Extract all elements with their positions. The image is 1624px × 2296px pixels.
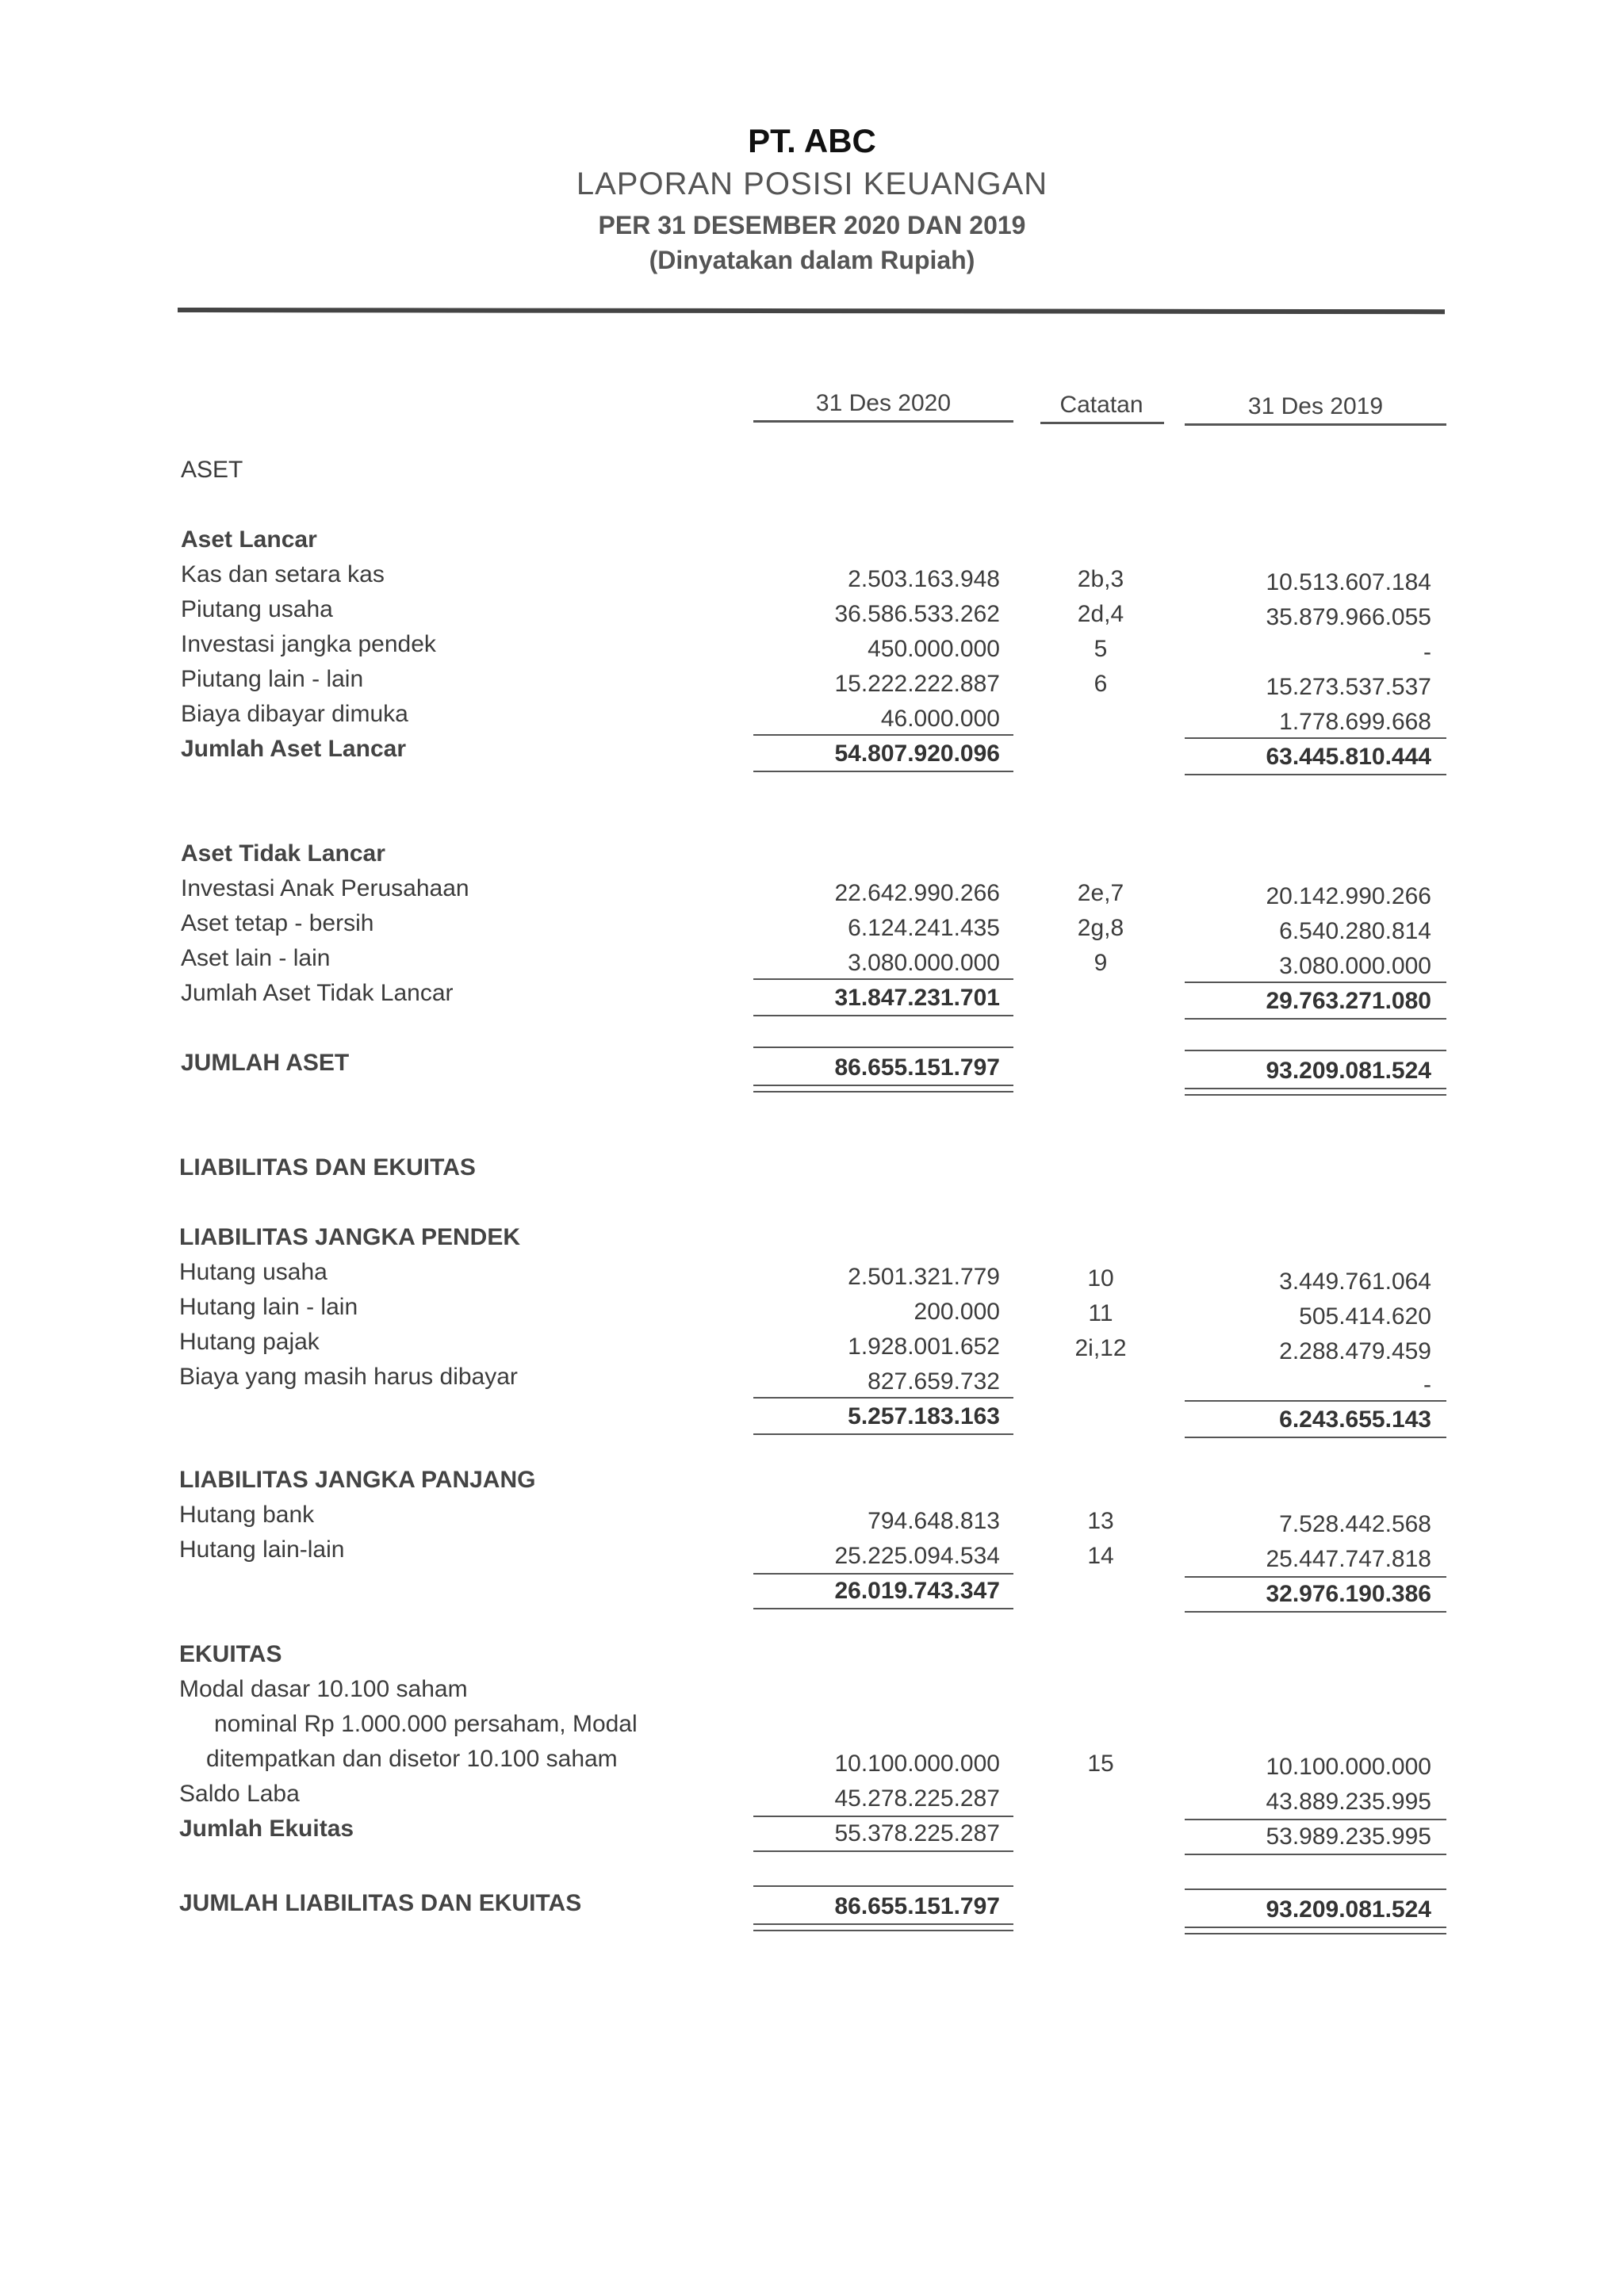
column-header-2020: 31 Des 2020 bbox=[815, 390, 952, 416]
grand-total-top-rule bbox=[1185, 1050, 1446, 1051]
note-ref: 2d,4 bbox=[1077, 601, 1124, 627]
total-equity-2019: 53.989.235.995 bbox=[1266, 1823, 1431, 1850]
value-2020: 3.080.000.000 bbox=[848, 950, 1000, 976]
total-label-equity: Jumlah Ekuitas bbox=[179, 1816, 354, 1842]
value-2020: 45.278.225.287 bbox=[834, 1785, 1000, 1812]
total-rule bbox=[1185, 774, 1446, 775]
equity-capital-line-3: ditempatkan dan disetor 10.100 saham bbox=[206, 1746, 618, 1772]
row-label: Aset tetap - bersih bbox=[181, 910, 374, 936]
note-ref: 15 bbox=[1087, 1751, 1114, 1777]
total-rule bbox=[1185, 1854, 1446, 1855]
value-2020: 36.586.533.262 bbox=[834, 601, 1000, 627]
report-currency: (Dinyatakan dalam Rupiah) bbox=[649, 246, 975, 274]
subtotal-rule bbox=[753, 1397, 1013, 1399]
grand-total-liabilities-equity-2020: 86.655.151.797 bbox=[834, 1893, 1000, 1919]
equity-capital-line-1: Modal dasar 10.100 saham bbox=[179, 1676, 468, 1702]
row-label: Biaya yang masih harus dibayar bbox=[179, 1364, 518, 1390]
subtotal-rule bbox=[1185, 982, 1446, 983]
total-rule bbox=[1185, 1437, 1446, 1438]
grand-total-assets-2020: 86.655.151.797 bbox=[834, 1054, 1000, 1081]
value-2019: 505.414.620 bbox=[1299, 1303, 1431, 1330]
grand-total-label-assets: JUMLAH ASET bbox=[181, 1050, 350, 1076]
row-label: Kas dan setara kas bbox=[181, 561, 385, 587]
total-current-assets-2019: 63.445.810.444 bbox=[1266, 744, 1431, 770]
value-2019: 7.528.442.568 bbox=[1279, 1511, 1431, 1537]
subsection-heading-noncurrent-assets: Aset Tidak Lancar bbox=[181, 840, 385, 867]
section-heading-liabilities-equity: LIABILITAS DAN EKUITAS bbox=[179, 1154, 476, 1181]
grand-total-top-rule bbox=[1185, 1888, 1446, 1890]
value-2019: 10.100.000.000 bbox=[1266, 1754, 1431, 1780]
grand-total-label-liabilities-equity: JUMLAH LIABILITAS DAN EKUITAS bbox=[179, 1890, 582, 1916]
total-label-current-assets: Jumlah Aset Lancar bbox=[181, 736, 406, 762]
subsection-heading-short-term-liabilities: LIABILITAS JANGKA PENDEK bbox=[179, 1224, 521, 1250]
double-rule bbox=[753, 1091, 1013, 1093]
value-2020: 450.000.000 bbox=[868, 636, 1000, 662]
value-2020: 10.100.000.000 bbox=[834, 1751, 1000, 1777]
value-2020: 25.225.094.534 bbox=[834, 1543, 1000, 1569]
total-rule bbox=[753, 1608, 1013, 1609]
row-label: Saldo Laba bbox=[179, 1781, 300, 1807]
value-2019: - bbox=[1423, 1372, 1431, 1398]
double-rule bbox=[1185, 1094, 1446, 1096]
subsection-heading-current-assets: Aset Lancar bbox=[181, 526, 317, 553]
value-2019: 3.080.000.000 bbox=[1279, 953, 1431, 979]
subtotal-rule bbox=[753, 978, 1013, 980]
note-ref: 13 bbox=[1087, 1508, 1114, 1534]
note-ref: 2e,7 bbox=[1077, 880, 1124, 906]
column-header-note-underline bbox=[1040, 422, 1164, 424]
header-divider bbox=[178, 308, 1445, 314]
total-long-term-liabilities-2020: 26.019.743.347 bbox=[834, 1578, 1000, 1604]
subsection-heading-long-term-liabilities: LIABILITAS JANGKA PANJANG bbox=[179, 1467, 536, 1493]
total-noncurrent-assets-2020: 31.847.231.701 bbox=[834, 985, 1000, 1011]
value-2019: 43.889.235.995 bbox=[1266, 1789, 1431, 1815]
total-rule bbox=[753, 1015, 1013, 1016]
total-long-term-liabilities-2019: 32.976.190.386 bbox=[1266, 1581, 1431, 1607]
section-heading-assets: ASET bbox=[181, 457, 243, 483]
double-rule bbox=[753, 1930, 1013, 1931]
column-header-2019-underline bbox=[1185, 423, 1446, 426]
equity-capital-line-2: nominal Rp 1.000.000 persaham, Modal bbox=[214, 1711, 638, 1737]
value-2019: 15.273.537.537 bbox=[1266, 674, 1431, 700]
value-2019: 3.449.761.064 bbox=[1279, 1269, 1431, 1295]
value-2019: 6.540.280.814 bbox=[1279, 918, 1431, 944]
total-current-assets-2020: 54.807.920.096 bbox=[834, 740, 1000, 767]
total-equity-2020: 55.378.225.287 bbox=[834, 1820, 1000, 1846]
total-short-term-liabilities-2020: 5.257.183.163 bbox=[848, 1403, 1000, 1429]
value-2019: 20.142.990.266 bbox=[1266, 883, 1431, 909]
row-label: Investasi Anak Perusahaan bbox=[181, 875, 469, 901]
note-ref: 9 bbox=[1094, 950, 1108, 976]
value-2020: 22.642.990.266 bbox=[834, 880, 1000, 906]
row-label: Hutang lain-lain bbox=[179, 1536, 345, 1563]
subtotal-rule bbox=[1185, 1576, 1446, 1578]
note-ref: 2g,8 bbox=[1077, 915, 1124, 941]
value-2020: 15.222.222.887 bbox=[834, 671, 1000, 697]
total-rule bbox=[753, 1850, 1013, 1852]
grand-total-top-rule bbox=[753, 1885, 1013, 1887]
double-rule bbox=[1185, 1933, 1446, 1934]
total-label-noncurrent-assets: Jumlah Aset Tidak Lancar bbox=[181, 980, 454, 1006]
column-header-2020-underline bbox=[753, 420, 1013, 423]
value-2019: 10.513.607.184 bbox=[1266, 569, 1431, 595]
value-2020: 2.501.321.779 bbox=[848, 1264, 1000, 1290]
row-label: Biaya dibayar dimuka bbox=[181, 701, 408, 727]
note-ref: 11 bbox=[1088, 1300, 1113, 1326]
total-noncurrent-assets-2019: 29.763.271.080 bbox=[1266, 988, 1431, 1014]
row-label: Hutang bank bbox=[179, 1502, 315, 1528]
report-period: PER 31 DESEMBER 2020 DAN 2019 bbox=[598, 211, 1026, 239]
value-2020: 794.648.813 bbox=[868, 1508, 1000, 1534]
value-2020: 6.124.241.435 bbox=[848, 915, 1000, 941]
value-2020: 200.000 bbox=[914, 1299, 1000, 1325]
note-ref: 2b,3 bbox=[1077, 566, 1124, 592]
double-rule bbox=[753, 1923, 1013, 1925]
grand-total-top-rule bbox=[753, 1047, 1013, 1048]
value-2019: 25.447.747.818 bbox=[1266, 1546, 1431, 1572]
value-2019: 35.879.966.055 bbox=[1266, 604, 1431, 630]
double-rule bbox=[1185, 1088, 1446, 1089]
row-label: Piutang usaha bbox=[181, 596, 333, 622]
double-rule bbox=[753, 1085, 1013, 1086]
note-ref: 2i,12 bbox=[1074, 1335, 1127, 1361]
row-label: Investasi jangka pendek bbox=[181, 631, 436, 657]
note-ref: 10 bbox=[1087, 1265, 1114, 1292]
company-name: PT. ABC bbox=[748, 122, 876, 159]
subtotal-rule bbox=[753, 734, 1013, 736]
report-title: LAPORAN POSISI KEUANGAN bbox=[576, 166, 1048, 201]
subtotal-rule bbox=[1185, 737, 1446, 739]
total-rule bbox=[1185, 1018, 1446, 1020]
total-short-term-liabilities-2019: 6.243.655.143 bbox=[1279, 1406, 1431, 1433]
value-2019: 1.778.699.668 bbox=[1279, 709, 1431, 735]
total-rule bbox=[1185, 1611, 1446, 1613]
total-rule bbox=[753, 1433, 1013, 1435]
row-label: Hutang lain - lain bbox=[179, 1294, 358, 1320]
column-header-note: Catatan bbox=[1059, 392, 1143, 418]
value-2019: - bbox=[1423, 639, 1431, 665]
subsection-heading-equity: EKUITAS bbox=[179, 1641, 282, 1667]
row-label: Aset lain - lain bbox=[181, 945, 331, 971]
value-2020: 46.000.000 bbox=[880, 706, 1000, 732]
subtotal-rule bbox=[753, 1816, 1013, 1817]
grand-total-assets-2019: 93.209.081.524 bbox=[1266, 1058, 1431, 1084]
subtotal-rule bbox=[753, 1573, 1013, 1575]
column-header-2019: 31 Des 2019 bbox=[1247, 393, 1384, 419]
subtotal-rule bbox=[1185, 1400, 1446, 1402]
subtotal-rule bbox=[1185, 1819, 1446, 1820]
note-ref: 5 bbox=[1094, 636, 1108, 662]
grand-total-liabilities-equity-2019: 93.209.081.524 bbox=[1266, 1896, 1431, 1923]
total-rule bbox=[753, 771, 1013, 772]
note-ref: 14 bbox=[1087, 1543, 1114, 1569]
row-label: Piutang lain - lain bbox=[181, 666, 364, 692]
row-label: Hutang pajak bbox=[179, 1329, 320, 1355]
value-2020: 1.928.001.652 bbox=[848, 1334, 1000, 1360]
value-2019: 2.288.479.459 bbox=[1279, 1338, 1431, 1364]
row-label: Hutang usaha bbox=[179, 1259, 327, 1285]
note-ref: 6 bbox=[1094, 671, 1108, 697]
double-rule bbox=[1185, 1927, 1446, 1928]
value-2020: 2.503.163.948 bbox=[848, 566, 1000, 592]
value-2020: 827.659.732 bbox=[868, 1368, 1000, 1395]
